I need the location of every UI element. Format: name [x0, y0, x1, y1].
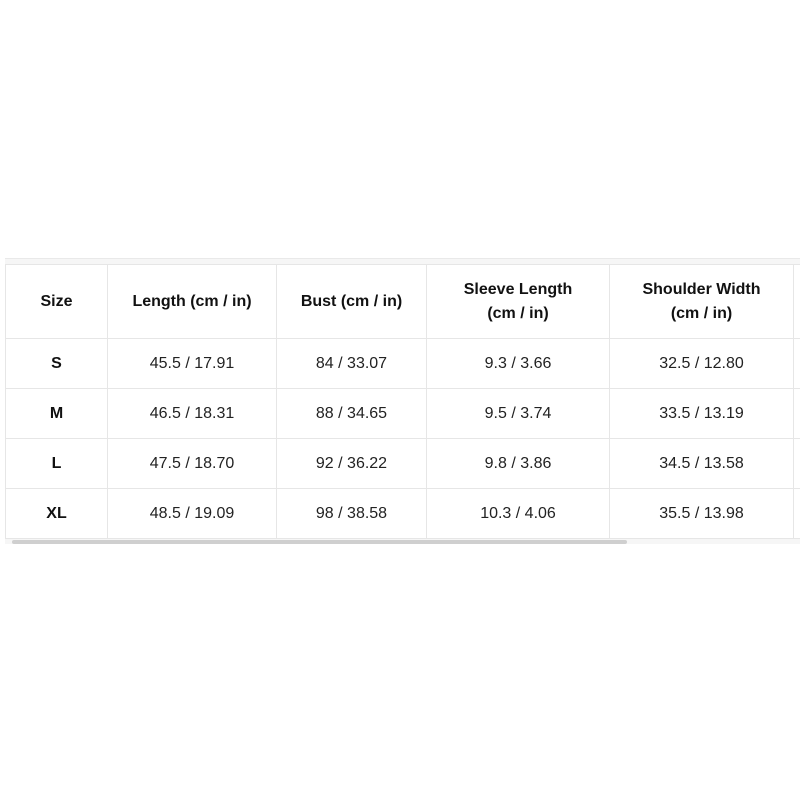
- header-shoulder-label-line2: (cm / in): [670, 304, 733, 322]
- cell-bust: 88 / 34.65: [277, 389, 427, 439]
- cell-bust: 98 / 38.58: [277, 489, 427, 539]
- table-row: [6, 489, 800, 539]
- cell-shoulder: 32.5 / 12.80: [610, 339, 794, 389]
- cell-size: M: [6, 389, 108, 439]
- header-shoulder-width: [610, 265, 794, 339]
- header-sleeve-label-line1: Sleeve Length: [463, 280, 573, 298]
- table-row: [6, 389, 800, 439]
- cell-length: 48.5 / 19.09: [108, 489, 277, 539]
- cell-shoulder: 35.5 / 13.98: [610, 489, 794, 539]
- table-row: [6, 439, 800, 489]
- size-chart-table: [5, 264, 800, 539]
- cell-shoulder: 34.5 / 13.58: [610, 439, 794, 489]
- header-bust-label: Bust (cm / in): [300, 292, 403, 310]
- header-sleeve-length: [427, 265, 610, 339]
- table-header-row: [6, 265, 800, 339]
- cell-sleeve: 9.8 / 3.86: [427, 439, 610, 489]
- cell-sleeve: 9.5 / 3.74: [427, 389, 610, 439]
- header-shoulder-label-line1: Shoulder Width: [642, 280, 761, 298]
- cell-size: S: [6, 339, 108, 389]
- cell-hidden: [794, 439, 800, 489]
- header-bust: [277, 265, 427, 339]
- cell-sleeve: 10.3 / 4.06: [427, 489, 610, 539]
- cell-length: 45.5 / 17.91: [108, 339, 277, 389]
- cell-shoulder: 33.5 / 13.19: [610, 389, 794, 439]
- header-sleeve-label-line2: (cm / in): [487, 304, 549, 322]
- cell-length: 47.5 / 18.70: [108, 439, 277, 489]
- cell-hidden: [794, 489, 800, 539]
- header-size: [6, 265, 108, 339]
- header-size-label: Size: [40, 292, 73, 310]
- size-chart-container[interactable]: [5, 258, 800, 544]
- cell-hidden: [794, 389, 800, 439]
- cell-size: XL: [6, 489, 108, 539]
- cell-sleeve: 9.3 / 3.66: [427, 339, 610, 389]
- header-length: [108, 265, 277, 339]
- cell-size: L: [6, 439, 108, 489]
- cell-hidden: [794, 339, 800, 389]
- cell-length: 46.5 / 18.31: [108, 389, 277, 439]
- horizontal-scrollbar-thumb[interactable]: [12, 540, 627, 544]
- size-chart-scroll-area[interactable]: [5, 264, 800, 539]
- header-hidden-column: [794, 265, 800, 339]
- header-length-label: Length (cm / in): [132, 292, 252, 310]
- table-row: [6, 339, 800, 389]
- cell-bust: 84 / 33.07: [277, 339, 427, 389]
- cell-bust: 92 / 36.22: [277, 439, 427, 489]
